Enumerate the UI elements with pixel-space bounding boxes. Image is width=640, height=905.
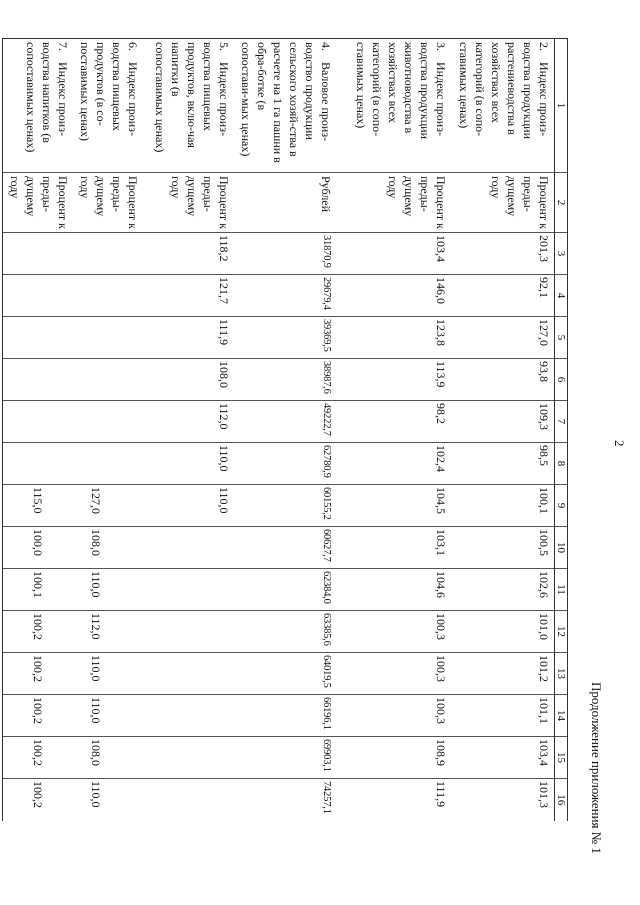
value-cell [74, 401, 144, 443]
value-cell: 62384,0 [235, 569, 337, 611]
column-header: 13 [555, 653, 568, 695]
value-cell [74, 443, 144, 485]
value-cell: 104,6 [337, 569, 452, 611]
indicator-name [452, 39, 555, 173]
value-cell: 110,0 [74, 779, 144, 821]
value-cell: 103,1 [337, 527, 452, 569]
value-cell [74, 317, 144, 359]
value-cell: 103,4 [337, 233, 452, 275]
value-cell: 110,0 [144, 443, 235, 485]
table-row [235, 39, 337, 821]
indicator-name [3, 39, 74, 173]
value-cell: 100,2 [3, 611, 74, 653]
continuation-title: Продолжение приложения № 1 [589, 682, 604, 854]
value-cell: 110,0 [144, 485, 235, 527]
value-cell [3, 275, 74, 317]
value-cell: 110,0 [74, 569, 144, 611]
value-cell [144, 737, 235, 779]
value-cell: 100,2 [3, 695, 74, 737]
value-cell: 100,2 [3, 779, 74, 821]
value-cell: 100,1 [3, 569, 74, 611]
value-cell [74, 275, 144, 317]
value-cell: 63385,6 [235, 611, 337, 653]
indicator-label: Индекс произ-водства продукции растениеводства в хозяйствах всех категорий (в сопо-ставимых ценах) [457, 42, 551, 140]
value-cell: 101,2 [452, 653, 555, 695]
column-header: 4 [555, 275, 568, 317]
row-number: 6. [126, 42, 141, 51]
table-row [337, 39, 452, 821]
unit-of-measure: Процент к преды-дущему году [144, 173, 235, 233]
value-cell: 100,3 [337, 653, 452, 695]
value-cell: 103,4 [452, 737, 555, 779]
value-cell: 111,9 [337, 779, 452, 821]
column-header: 11 [555, 569, 568, 611]
value-cell: 123,8 [337, 317, 452, 359]
row-number: 5. [217, 42, 232, 51]
value-cell: 100,3 [337, 611, 452, 653]
value-cell [74, 233, 144, 275]
row-number: 3. [434, 42, 449, 51]
value-cell: 127,0 [452, 317, 555, 359]
value-cell: 201,3 [452, 233, 555, 275]
value-cell: 115,0 [3, 485, 74, 527]
table-row [452, 39, 555, 821]
indicator-name [337, 39, 452, 173]
table-row [74, 39, 144, 821]
column-header: 16 [555, 779, 568, 821]
value-cell: 100,5 [452, 527, 555, 569]
column-header: 2 [555, 173, 568, 233]
value-cell: 112,0 [144, 401, 235, 443]
indicator-name [144, 39, 235, 173]
value-cell: 146,0 [337, 275, 452, 317]
value-cell: 109,3 [452, 401, 555, 443]
value-cell: 110,0 [74, 695, 144, 737]
indicator-label: Индекс произ-водства пищевых продуктов (в со-поставимых ценах) [78, 42, 141, 141]
value-cell: 98,2 [337, 401, 452, 443]
value-cell: 112,0 [74, 611, 144, 653]
column-header: 6 [555, 359, 568, 401]
value-cell: 98,5 [452, 443, 555, 485]
value-cell: 111,9 [144, 317, 235, 359]
value-cell: 100,2 [3, 653, 74, 695]
value-cell: 66196,1 [235, 695, 337, 737]
value-cell: 60627,7 [235, 527, 337, 569]
value-cell: 39369,5 [235, 317, 337, 359]
column-header: 14 [555, 695, 568, 737]
column-header: 9 [555, 485, 568, 527]
value-cell: 101,1 [452, 695, 555, 737]
value-cell [3, 359, 74, 401]
value-cell: 121,7 [144, 275, 235, 317]
value-cell: 92,1 [452, 275, 555, 317]
table-row [144, 39, 235, 821]
value-cell [74, 359, 144, 401]
value-cell: 62780,9 [235, 443, 337, 485]
column-header: 10 [555, 527, 568, 569]
value-cell: 38987,6 [235, 359, 337, 401]
column-header: 1 [555, 39, 568, 173]
value-cell: 113,9 [337, 359, 452, 401]
value-cell [3, 443, 74, 485]
value-cell: 74257,1 [235, 779, 337, 821]
value-cell: 93,8 [452, 359, 555, 401]
indicator-label: Индекс произ-водства напитков (в сопоставимых ценах) [24, 42, 71, 153]
column-header: 12 [555, 611, 568, 653]
unit-of-measure: Процент к преды-дущему году [337, 173, 452, 233]
value-cell: 101,3 [452, 779, 555, 821]
row-number: 4. [319, 42, 334, 51]
value-cell [3, 233, 74, 275]
value-cell: 102,4 [337, 443, 452, 485]
value-cell: 101,0 [452, 611, 555, 653]
table-row [3, 39, 74, 821]
unit-of-measure: Рублей [235, 173, 337, 233]
value-cell: 31870,9 [235, 233, 337, 275]
column-header: 7 [555, 401, 568, 443]
value-cell: 108,0 [74, 527, 144, 569]
column-header: 15 [555, 737, 568, 779]
value-cell: 104,5 [337, 485, 452, 527]
value-cell: 100,2 [3, 737, 74, 779]
indicator-name [74, 39, 144, 173]
value-cell: 102,6 [452, 569, 555, 611]
appendix-table [3, 38, 569, 821]
value-cell: 108,9 [337, 737, 452, 779]
row-number: 7. [56, 42, 71, 51]
value-cell: 100,1 [452, 485, 555, 527]
value-cell: 118,2 [144, 233, 235, 275]
value-cell: 127,0 [74, 485, 144, 527]
unit-of-measure: Процент к преды-дущему году [452, 173, 555, 233]
value-cell [144, 611, 235, 653]
value-cell [3, 317, 74, 359]
unit-of-measure: Процент к преды-дущему году [74, 173, 144, 233]
indicator-label: Индекс произ-водства пищевых продуктов, вклю-чая напитки (в сопоставимых ценах) [153, 42, 232, 153]
unit-of-measure: Процент к преды-дущему году [3, 173, 74, 233]
row-number: 2. [537, 42, 551, 51]
value-cell: 64019,5 [235, 653, 337, 695]
header-row [555, 39, 568, 821]
value-cell: 100,3 [337, 695, 452, 737]
value-cell: 60155,2 [235, 485, 337, 527]
value-cell [144, 569, 235, 611]
value-cell: 29679,4 [235, 275, 337, 317]
column-header: 3 [555, 233, 568, 275]
value-cell [3, 401, 74, 443]
value-cell: 69903,1 [235, 737, 337, 779]
indicator-label: Индекс произ-водства продукции животноводства в хозяйствах всех категорий (в сопо-ставимых ценах) [354, 42, 449, 140]
table-body [3, 39, 555, 821]
value-cell [144, 779, 235, 821]
value-cell: 49222,7 [235, 401, 337, 443]
value-cell [144, 653, 235, 695]
column-header: 5 [555, 317, 568, 359]
indicator-name [235, 39, 337, 173]
value-cell: 108,0 [144, 359, 235, 401]
value-cell [144, 695, 235, 737]
column-header: 8 [555, 443, 568, 485]
page-number: 2 [612, 440, 627, 447]
value-cell: 108,0 [74, 737, 144, 779]
value-cell [144, 527, 235, 569]
indicator-label: Валовое произ-водство продукции сельского хозяй-ства в расчете на 1 га пашни в обра-ботке (в сопостави-мых ценах) [239, 42, 334, 163]
value-cell: 100,0 [3, 527, 74, 569]
value-cell: 110,0 [74, 653, 144, 695]
